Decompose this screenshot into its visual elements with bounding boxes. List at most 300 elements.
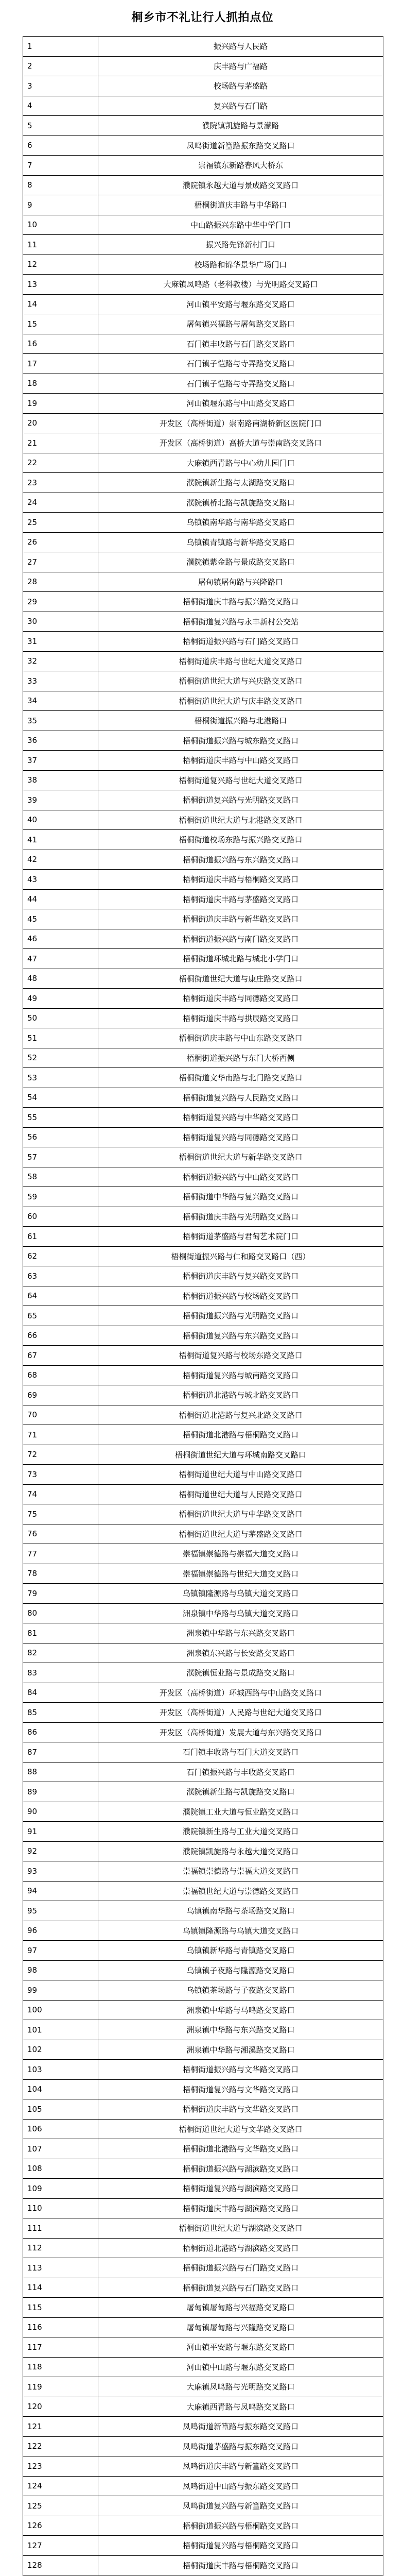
location-cell: 开发区（高桥街道）发展大道与东兴路交叉路口 (98, 1722, 383, 1742)
table-row (23, 1187, 383, 1207)
row-number: 6 (23, 135, 98, 156)
location-cell: 梧桐街道振兴路与光明路交叉路口 (98, 1306, 383, 1326)
row-number: 105 (23, 2099, 98, 2120)
location-cell: 梧桐街道世纪大道与中华路交叉路口 (98, 1504, 383, 1524)
location-cell: 梧桐街道庆丰路与复兴路交叉路口 (98, 1266, 383, 1286)
row-number: 107 (23, 2139, 98, 2159)
row-number: 56 (23, 1127, 98, 1147)
table-row (23, 870, 383, 890)
table-row (23, 850, 383, 870)
row-number: 102 (23, 2040, 98, 2060)
row-number: 83 (23, 1663, 98, 1683)
table-row (23, 2555, 383, 2575)
row-number: 90 (23, 1802, 98, 1822)
location-cell: 梧桐街道世纪大道与兴庆路交叉路口 (98, 671, 383, 691)
location-cell: 石门镇子恺路与寺弄路交叉路口 (98, 374, 383, 394)
row-number: 120 (23, 2397, 98, 2417)
table-row (23, 1703, 383, 1723)
row-number: 14 (23, 294, 98, 314)
row-number: 112 (23, 2238, 98, 2258)
location-cell: 梧桐街道振兴路与东门大桥西侧 (98, 1048, 383, 1068)
row-number: 78 (23, 1564, 98, 1584)
table-row (23, 770, 383, 790)
table-row (23, 374, 383, 394)
table-row (23, 1108, 383, 1128)
row-number: 25 (23, 513, 98, 533)
table-row (23, 532, 383, 552)
location-cell: 凤鸣街道中山路与振东路交叉路口 (98, 2476, 383, 2496)
location-cell: 濮院镇新生路与工业大道交叉路口 (98, 1822, 383, 1842)
row-number: 50 (23, 1008, 98, 1028)
location-cell: 凤鸣街道复兴路与新篁路交叉路口 (98, 2496, 383, 2516)
row-number: 23 (23, 473, 98, 493)
table-row (23, 235, 383, 255)
location-cell: 梧桐街道世纪大道与茅盛路交叉路口 (98, 1524, 383, 1544)
table-row (23, 56, 383, 76)
table-row (23, 1941, 383, 1961)
table-row (23, 2476, 383, 2496)
row-number: 123 (23, 2456, 98, 2477)
location-cell: 梧桐街道庆丰路与梧桐路交叉路口 (98, 870, 383, 890)
location-cell: 梧桐街道世纪大道与环城南路交叉路口 (98, 1445, 383, 1465)
row-number: 76 (23, 1524, 98, 1544)
table-row (23, 2496, 383, 2516)
table-row (23, 830, 383, 850)
row-number: 88 (23, 1762, 98, 1782)
row-number: 114 (23, 2278, 98, 2298)
row-number: 36 (23, 731, 98, 751)
table-row (23, 215, 383, 235)
location-cell: 梧桐街道庆丰路与新华路交叉路口 (98, 909, 383, 929)
row-number: 5 (23, 116, 98, 136)
table-row (23, 1782, 383, 1802)
location-cell: 洲泉镇中华路与马鸣路交叉路口 (98, 2000, 383, 2020)
table-row (23, 1564, 383, 1584)
table-row (23, 1683, 383, 1703)
table-row (23, 135, 383, 156)
row-number: 26 (23, 532, 98, 552)
table-row (23, 671, 383, 691)
table-row (23, 2119, 383, 2139)
row-number: 48 (23, 969, 98, 989)
row-number: 38 (23, 770, 98, 790)
table-row (23, 731, 383, 751)
row-number: 104 (23, 2079, 98, 2099)
table-row (23, 1921, 383, 1941)
table-row (23, 711, 383, 731)
table-row (23, 1663, 383, 1683)
row-number: 121 (23, 2417, 98, 2437)
row-number: 111 (23, 2218, 98, 2239)
table-row (23, 810, 383, 830)
table-row (23, 453, 383, 473)
row-number: 30 (23, 612, 98, 632)
row-number: 41 (23, 830, 98, 850)
location-cell: 梧桐街道振兴路与东兴路交叉路口 (98, 850, 383, 870)
row-number: 127 (23, 2536, 98, 2556)
table-row (23, 1127, 383, 1147)
location-cell: 梧桐街道振兴路与石门路交叉路口 (98, 2258, 383, 2278)
location-cell: 濮院镇凯旋路与永越大道交叉路口 (98, 1841, 383, 1861)
table-row (23, 1603, 383, 1623)
location-cell: 石门镇振兴路与丰收路交叉路口 (98, 1762, 383, 1782)
row-number: 108 (23, 2159, 98, 2179)
row-number: 68 (23, 1365, 98, 1385)
row-number: 122 (23, 2436, 98, 2456)
table-row (23, 1881, 383, 1901)
row-number: 97 (23, 1941, 98, 1961)
row-number: 52 (23, 1048, 98, 1068)
location-cell: 凤鸣街道新篁路与振东路交叉路口 (98, 2417, 383, 2437)
row-number: 4 (23, 96, 98, 116)
location-cell: 梧桐街道复兴路与东兴路交叉路口 (98, 1326, 383, 1346)
row-number: 119 (23, 2377, 98, 2397)
row-number: 116 (23, 2317, 98, 2337)
table-row (23, 1306, 383, 1326)
table-row (23, 989, 383, 1009)
table-row (23, 156, 383, 176)
row-number: 94 (23, 1881, 98, 1901)
location-cell: 大麻镇西青路与凤鸣路交叉路口 (98, 2397, 383, 2417)
row-number: 63 (23, 1266, 98, 1286)
location-cell: 梧桐街道庆丰路与振兴路交叉路口 (98, 592, 383, 612)
row-number: 92 (23, 1841, 98, 1861)
row-number: 93 (23, 1861, 98, 1882)
row-number: 70 (23, 1405, 98, 1425)
row-number: 72 (23, 1445, 98, 1465)
table-row (23, 2218, 383, 2239)
table-row (23, 513, 383, 533)
location-cell: 梧桐街道庆丰路与中华路口 (98, 195, 383, 215)
table-row (23, 651, 383, 671)
table-row (23, 1425, 383, 1445)
table-row (23, 1227, 383, 1247)
location-table-body (23, 37, 383, 2576)
table-row (23, 2436, 383, 2456)
location-cell: 梧桐街道振兴路与湖滨路交叉路口 (98, 2159, 383, 2179)
row-number: 17 (23, 354, 98, 374)
location-cell: 濮院镇紫金路与景成路交叉路口 (98, 552, 383, 572)
row-number: 74 (23, 1484, 98, 1504)
row-number: 37 (23, 751, 98, 771)
row-number: 31 (23, 632, 98, 652)
page-title-text: 桐乡市不礼让行人抓拍点位 (131, 11, 274, 24)
location-cell: 梧桐街道世纪大道与康庄路交叉路口 (98, 969, 383, 989)
row-number: 40 (23, 810, 98, 830)
table-row (23, 1266, 383, 1286)
table-row (23, 1980, 383, 2001)
location-cell: 濮院镇新生路与凯旋路交叉路口 (98, 1782, 383, 1802)
location-cell: 乌镇镇隆源路与乌镇大道交叉路口 (98, 1921, 383, 1941)
row-number: 49 (23, 989, 98, 1009)
location-cell: 凤鸣街道新篁路振东路交叉路口 (98, 135, 383, 156)
table-row (23, 1068, 383, 1088)
location-cell: 屠甸镇屠甸路与兴隆路口 (98, 572, 383, 592)
table-row (23, 1822, 383, 1842)
location-cell: 开发区（高桥街道）崇南路南湖桥新区医院门口 (98, 413, 383, 433)
table-row (23, 790, 383, 810)
location-cell: 石门镇丰收路与石门路交叉路口 (98, 334, 383, 354)
table-row (23, 1861, 383, 1882)
location-cell: 庆丰路与广福路 (98, 56, 383, 76)
table-row (23, 552, 383, 572)
location-cell: 梧桐街道振兴路与校场路交叉路口 (98, 1286, 383, 1306)
table-row (23, 1365, 383, 1385)
row-number: 22 (23, 453, 98, 473)
table-row (23, 612, 383, 632)
location-cell: 大麻镇凤鸣路与光明路交叉路口 (98, 2377, 383, 2397)
row-number: 51 (23, 1028, 98, 1048)
table-row (23, 1207, 383, 1227)
location-cell: 梧桐街道世纪大道与文华路交叉路口 (98, 2119, 383, 2139)
location-cell: 梧桐街道中华路与复兴路交叉路口 (98, 1187, 383, 1207)
row-number: 87 (23, 1742, 98, 1762)
table-row (23, 2278, 383, 2298)
table-row (23, 2456, 383, 2477)
table-row (23, 1147, 383, 1167)
location-cell: 梧桐街道复兴路与光明路交叉路口 (98, 790, 383, 810)
row-number: 77 (23, 1544, 98, 1564)
location-cell: 梧桐街道复兴路与文华路交叉路口 (98, 2079, 383, 2099)
row-number: 28 (23, 572, 98, 592)
table-row (23, 1960, 383, 1980)
location-cell: 濮院镇桥北路与凯旋路交叉路口 (98, 493, 383, 513)
table-row (23, 473, 383, 493)
table-row (23, 592, 383, 612)
table-row (23, 2139, 383, 2159)
row-number: 126 (23, 2516, 98, 2536)
row-number: 58 (23, 1167, 98, 1187)
location-cell: 崇福镇崇德路与崇福大道交叉路口 (98, 1861, 383, 1882)
location-cell: 河山镇平安路与堰东路交叉路口 (98, 2337, 383, 2358)
table-row (23, 1246, 383, 1266)
row-number: 33 (23, 671, 98, 691)
row-number: 12 (23, 255, 98, 275)
location-cell: 大麻镇凤鸣路（老科教楼）与光明路交叉路口 (98, 275, 383, 295)
row-number: 82 (23, 1643, 98, 1663)
row-number: 128 (23, 2555, 98, 2575)
row-number: 98 (23, 1960, 98, 1980)
location-cell: 凤鸣街道庆丰路与新篁路交叉路口 (98, 2456, 383, 2477)
location-cell: 开发区（高桥街道）人民路与世纪大道交叉路口 (98, 1703, 383, 1723)
row-number: 110 (23, 2198, 98, 2218)
location-cell: 梧桐街道振兴路与仁和路交叉路口（西） (98, 1246, 383, 1266)
table-row (23, 632, 383, 652)
row-number: 106 (23, 2119, 98, 2139)
row-number: 19 (23, 394, 98, 414)
location-cell: 梧桐街道庆丰路与茅盛路交叉路口 (98, 889, 383, 909)
location-cell: 洲泉镇中华路与东兴路交叉路口 (98, 2020, 383, 2040)
row-number: 20 (23, 413, 98, 433)
table-row (23, 1385, 383, 1405)
table-row (23, 334, 383, 354)
table-row (23, 1286, 383, 1306)
location-cell: 濮院镇恒业路与景成路交叉路口 (98, 1663, 383, 1683)
row-number: 39 (23, 790, 98, 810)
table-row (23, 2377, 383, 2397)
location-cell: 梧桐街道世纪大道与湖滨路交叉路口 (98, 2218, 383, 2239)
row-number: 16 (23, 334, 98, 354)
location-cell: 梧桐街道文华南路与北门路交叉路口 (98, 1068, 383, 1088)
location-cell: 梧桐街道庆丰路与光明路交叉路口 (98, 1207, 383, 1227)
table-row (23, 394, 383, 414)
row-number: 7 (23, 156, 98, 176)
table-row (23, 2040, 383, 2060)
location-cell: 振兴路与人民路 (98, 37, 383, 57)
table-row (23, 433, 383, 453)
location-cell: 屠甸镇兴福路与屠甸路交叉路口 (98, 314, 383, 334)
table-row (23, 1722, 383, 1742)
table-row (23, 2357, 383, 2377)
location-cell: 梧桐街道庆丰路与湖滨路交叉路口 (98, 2198, 383, 2218)
location-cell: 梧桐街道庆丰路与同德路交叉路口 (98, 989, 383, 1009)
location-cell: 崇福镇东新路春风大桥东 (98, 156, 383, 176)
row-number: 8 (23, 175, 98, 195)
table-row (23, 1346, 383, 1366)
location-cell: 梧桐街道复兴路与人民路交叉路口 (98, 1088, 383, 1108)
location-cell: 乌镇镇茶场路与子夜路交叉路口 (98, 1980, 383, 2001)
table-row (23, 37, 383, 57)
table-row (23, 354, 383, 374)
table-row (23, 1504, 383, 1524)
row-number: 2 (23, 56, 98, 76)
row-number: 42 (23, 850, 98, 870)
row-number: 29 (23, 592, 98, 612)
row-number: 10 (23, 215, 98, 235)
location-cell: 梧桐街道振兴路与城东路交叉路口 (98, 731, 383, 751)
row-number: 55 (23, 1108, 98, 1128)
row-number: 24 (23, 493, 98, 513)
row-number: 57 (23, 1147, 98, 1167)
row-number: 53 (23, 1068, 98, 1088)
location-cell: 濮院镇永越大道与景成路交叉路口 (98, 175, 383, 195)
row-number: 13 (23, 275, 98, 295)
location-cell: 崇福镇世纪大道与崇德路交叉路口 (98, 1881, 383, 1901)
row-number: 64 (23, 1286, 98, 1306)
table-row (23, 889, 383, 909)
table-row (23, 1445, 383, 1465)
table-row (23, 1326, 383, 1346)
row-number: 101 (23, 2020, 98, 2040)
location-cell: 乌镇镇子夜路与隆源路交叉路口 (98, 1960, 383, 1980)
row-number: 66 (23, 1326, 98, 1346)
table-row (23, 2516, 383, 2536)
location-cell: 洲泉镇东兴路与长安路交叉路口 (98, 1643, 383, 1663)
row-number: 124 (23, 2476, 98, 2496)
location-cell: 梧桐街道振兴路与石门路交叉路口 (98, 632, 383, 652)
table-row (23, 275, 383, 295)
table-row (23, 1584, 383, 1604)
location-cell: 开发区（高桥街道）高桥大道与崇南路交叉路口 (98, 433, 383, 453)
location-cell: 梧桐街道复兴路与永丰新村公交站 (98, 612, 383, 632)
row-number: 35 (23, 711, 98, 731)
table-row (23, 2298, 383, 2318)
row-number: 81 (23, 1623, 98, 1643)
location-cell: 开发区（高桥街道）环城西路与中山路交叉路口 (98, 1683, 383, 1703)
location-cell: 梧桐街道复兴路与石门路交叉路口 (98, 2278, 383, 2298)
location-cell: 河山镇堰东路与中山路交叉路口 (98, 394, 383, 414)
location-cell: 屠甸镇屠甸路与兴隆路交叉路口 (98, 2317, 383, 2337)
location-cell: 乌镇镇新华路与青镇路交叉路口 (98, 1941, 383, 1961)
location-cell: 濮院镇新生路与太湖路交叉路口 (98, 473, 383, 493)
table-row (23, 969, 383, 989)
row-number: 61 (23, 1227, 98, 1247)
location-cell: 校场路和锦华景华广场门口 (98, 255, 383, 275)
page-title (0, 0, 405, 33)
location-cell: 石门镇子恺路与寺弄路交叉路口 (98, 354, 383, 374)
location-cell: 梧桐街道北港路与城北路交叉路口 (98, 1385, 383, 1405)
location-cell: 河山镇平安路与堰东路交叉路口 (98, 294, 383, 314)
row-number: 18 (23, 374, 98, 394)
table-row (23, 413, 383, 433)
location-cell: 梧桐街道振兴路与北港路口 (98, 711, 383, 731)
table-row (23, 1802, 383, 1822)
location-cell: 校场路与茅盛路 (98, 76, 383, 96)
location-cell: 梧桐街道庆丰路与文华路交叉路口 (98, 2099, 383, 2120)
table-row (23, 2020, 383, 2040)
location-cell: 乌镇镇青镇路与新华路交叉路口 (98, 532, 383, 552)
table-row (23, 691, 383, 711)
location-cell: 梧桐街道世纪大道与北港路交叉路口 (98, 810, 383, 830)
location-cell: 乌镇镇隆源路与乌镇大道交叉路口 (98, 1584, 383, 1604)
table-row (23, 1841, 383, 1861)
row-number: 109 (23, 2179, 98, 2199)
row-number: 91 (23, 1822, 98, 1842)
table-row (23, 175, 383, 195)
row-number: 59 (23, 1187, 98, 1207)
location-cell: 梧桐街道环城北路与城北小学门口 (98, 949, 383, 969)
location-cell: 梧桐街道庆丰路与梧桐路交叉路口 (98, 2555, 383, 2575)
location-cell: 大麻镇西青路与中心幼儿园门口 (98, 453, 383, 473)
row-number: 113 (23, 2258, 98, 2278)
table-row (23, 2258, 383, 2278)
table-row (23, 2337, 383, 2358)
table-row (23, 2079, 383, 2099)
row-number: 96 (23, 1921, 98, 1941)
location-cell: 梧桐街道振兴路与梧桐路交叉路口 (98, 2516, 383, 2536)
location-cell: 梧桐街道振兴路与南门路交叉路口 (98, 929, 383, 949)
row-number: 46 (23, 929, 98, 949)
row-number: 27 (23, 552, 98, 572)
row-number: 125 (23, 2496, 98, 2516)
table-row (23, 909, 383, 929)
location-cell: 崇福镇崇德路与世纪大道交叉路口 (98, 1564, 383, 1584)
row-number: 69 (23, 1385, 98, 1405)
row-number: 118 (23, 2357, 98, 2377)
location-cell: 梧桐街道庆丰路与世纪大道交叉路口 (98, 651, 383, 671)
location-cell: 梧桐街道庆丰路与中山路交叉路口 (98, 751, 383, 771)
row-number: 80 (23, 1603, 98, 1623)
table-row (23, 1643, 383, 1663)
location-cell: 梧桐街道世纪大道与新华路交叉路口 (98, 1147, 383, 1167)
location-table (23, 36, 383, 2576)
location-cell: 崇福镇崇德路与崇福大道交叉路口 (98, 1544, 383, 1564)
location-cell: 梧桐街道北港路与复兴北路交叉路口 (98, 1405, 383, 1425)
location-cell: 梧桐街道茅盛路与君匋艺术院门口 (98, 1227, 383, 1247)
location-cell: 濮院镇工业大道与恒业路交叉路口 (98, 1802, 383, 1822)
location-cell: 复兴路与石门路 (98, 96, 383, 116)
row-number: 9 (23, 195, 98, 215)
table-row (23, 2317, 383, 2337)
location-cell: 梧桐街道复兴路与城南路交叉路口 (98, 1365, 383, 1385)
row-number: 100 (23, 2000, 98, 2020)
row-number: 60 (23, 1207, 98, 1227)
table-row (23, 2536, 383, 2556)
row-number: 71 (23, 1425, 98, 1445)
row-number: 1 (23, 37, 98, 57)
row-number: 85 (23, 1703, 98, 1723)
location-cell: 梧桐街道北港路与文华路交叉路口 (98, 2139, 383, 2159)
